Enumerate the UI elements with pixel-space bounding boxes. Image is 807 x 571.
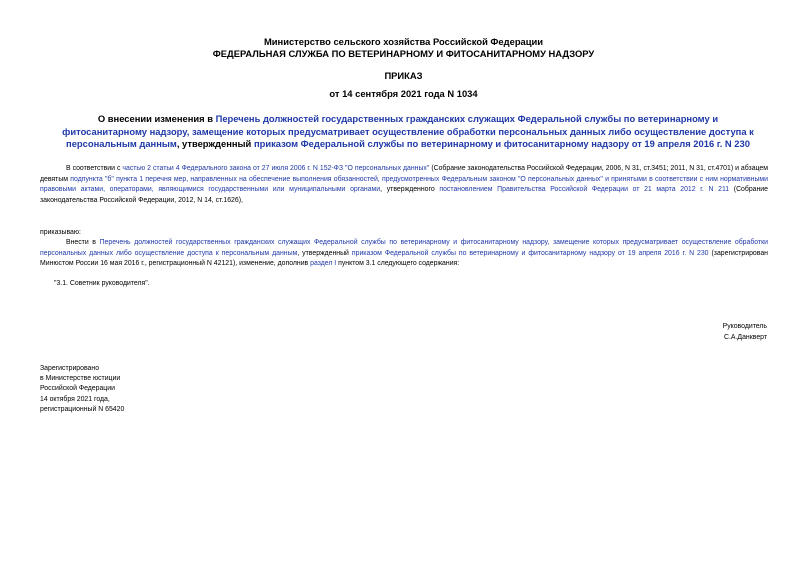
signature-name: С.А.Данкверт — [724, 333, 767, 341]
order-text-4: пунктом 3.1 следующего содержания: — [336, 260, 460, 268]
title-link-list[interactable]: Перечень должностей государственных гражданских служащих Федеральной службы по ветеринарному и фитосанитарному надзору, замещение которых предусматривает осуществление обработки персональных данных либо осуществление доступа к персональным данным — [62, 113, 754, 149]
title-prefix: О внесении изменения в — [97, 113, 216, 124]
order-link-section[interactable]: раздел I — [310, 260, 337, 268]
preamble-text-4: (Собрание законодательства Российской Федерации, 2012, N 14, ст.1626), — [40, 186, 768, 204]
preamble-text-3: , утвержденного — [380, 186, 440, 194]
order-link-list[interactable]: Перечень должностей государственных гражданских служащих Федеральной службы по ветеринарному и фитосанитарному надзору, замещение которых предусматривает осуществление обработки персональных данных либо осуществление доступа к персональным данным — [40, 239, 768, 257]
document-type: ПРИКАЗ — [384, 70, 423, 81]
preamble-link-measures[interactable]: подпункта "б" пункта 1 перечня мер, направленных на обеспечение выполнения обязанностей, предусмотренных Федеральным законом "О персональных данных" и принятыми в соответствии с ним нормативными правовыми актами, операторами, являющимися государственными или муниципальными органами — [40, 175, 768, 194]
registration-line: 14 октября 2021 года, — [40, 395, 110, 403]
order-word: приказываю: — [40, 229, 81, 236]
ministry-name: Министерство сельского хозяйства Российской Федерации — [263, 36, 544, 47]
signature-role: Руководитель — [722, 323, 767, 330]
title-middle: , утвержденный — [176, 138, 254, 149]
registration-line: Российской Федерации — [40, 385, 115, 393]
title-link-order[interactable]: приказом Федеральной службы по ветеринарному и фитосанитарному надзору от 19 апреля 2016 г. N 230 — [253, 138, 750, 149]
order-text-3: (зарегистрирован Минюстом России 16 мая 2016 г., регистрационный N 42121), изменение, дополнив — [40, 249, 768, 268]
order-paragraph — [40, 238, 768, 270]
registration-line: Зарегистрировано — [40, 365, 100, 372]
preamble-link-resolution[interactable]: постановлением Правительства Российской Федерации от 21 марта 2012 г. N 211 — [439, 186, 730, 194]
registration-line: в Министерстве юстиции — [40, 375, 121, 383]
quoted-item: "3.1. Советник руководителя". — [54, 280, 150, 287]
document-title — [58, 113, 758, 151]
preamble-link-law[interactable]: частью 2 статьи 4 Федерального закона от 27 июля 2006 г. N 152-ФЗ "О персональных данных" — [122, 165, 430, 172]
registration-line: регистрационный N 65420 — [40, 405, 125, 413]
preamble-text-2: (Собрание законодательства Российской Федерации, 2006, N 31, ст.3451; 2011, N 31, ст.4701) и абзацем девятым — [40, 165, 768, 183]
document-date-number: от 14 сентября 2021 года N 1034 — [329, 88, 478, 99]
service-name: ФЕДЕРАЛЬНАЯ СЛУЖБА ПО ВЕТЕРИНАРНОМУ И ФИТОСАНИТАРНОМУ НАДЗОРУ — [212, 48, 595, 59]
order-link-order[interactable]: приказом Федеральной службы по ветеринарному и фитосанитарному надзору от 19 апреля 2016 г. N 230 — [351, 249, 709, 257]
preamble-paragraph — [40, 164, 768, 206]
order-text-1: Внести в — [66, 239, 100, 246]
order-text-2: , утвержденный — [297, 249, 352, 257]
preamble-text-1: В соответствии с — [66, 165, 123, 172]
signature-block — [723, 322, 767, 343]
registration-block — [40, 364, 124, 415]
